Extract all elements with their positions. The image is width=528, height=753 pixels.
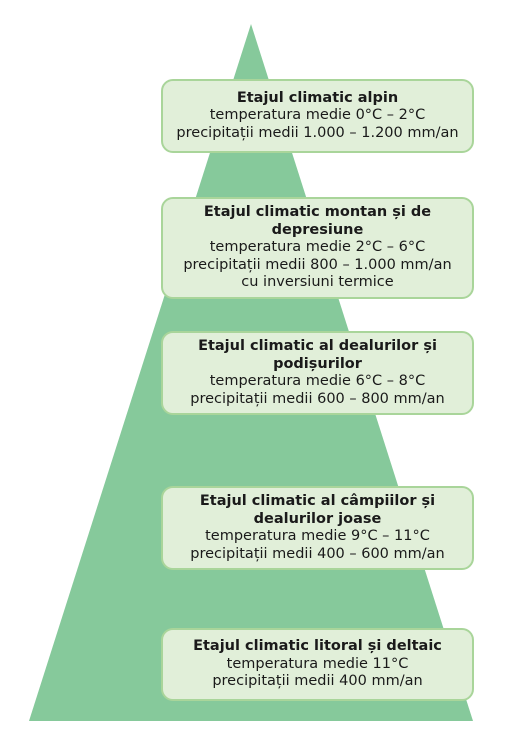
level-title: Etajul climatic al câmpiilor și dealurilor joase	[199, 493, 436, 527]
level-precipitation: precipitații medii 400 mm/an	[212, 673, 423, 690]
level-campii	[161, 486, 474, 570]
level-litoral	[161, 628, 474, 701]
level-temperature: temperatura medie 2°C – 6°C	[209, 239, 426, 256]
level-dealuri	[161, 331, 474, 415]
level-montan	[161, 197, 474, 299]
level-temperature: temperatura medie 11°C	[226, 655, 409, 672]
level-precipitation: precipitații medii 600 – 800 mm/an	[190, 390, 445, 407]
level-temperature: temperatura medie 6°C – 8°C	[209, 373, 426, 389]
level-title: Etajul climatic alpin	[236, 89, 399, 106]
level-title: Etajul climatic litoral și deltaic	[193, 638, 442, 655]
level-precipitation: precipitații medii 400 – 600 mm/an	[190, 545, 445, 562]
level-precipitation: precipitații medii 800 – 1.000 mm/an	[183, 256, 452, 273]
level-note: cu inversiuni termice	[241, 274, 394, 291]
level-alpin	[161, 79, 474, 153]
level-title: Etajul climatic al dealurilor și podișurilor	[198, 338, 437, 372]
level-title: Etajul climatic montan și de depresiune	[203, 204, 432, 238]
level-temperature: temperatura medie 0°C – 2°C	[209, 107, 426, 124]
level-precipitation: precipitații medii 1.000 – 1.200 mm/an	[176, 124, 459, 141]
level-temperature: temperatura medie 9°C – 11°C	[205, 528, 430, 544]
